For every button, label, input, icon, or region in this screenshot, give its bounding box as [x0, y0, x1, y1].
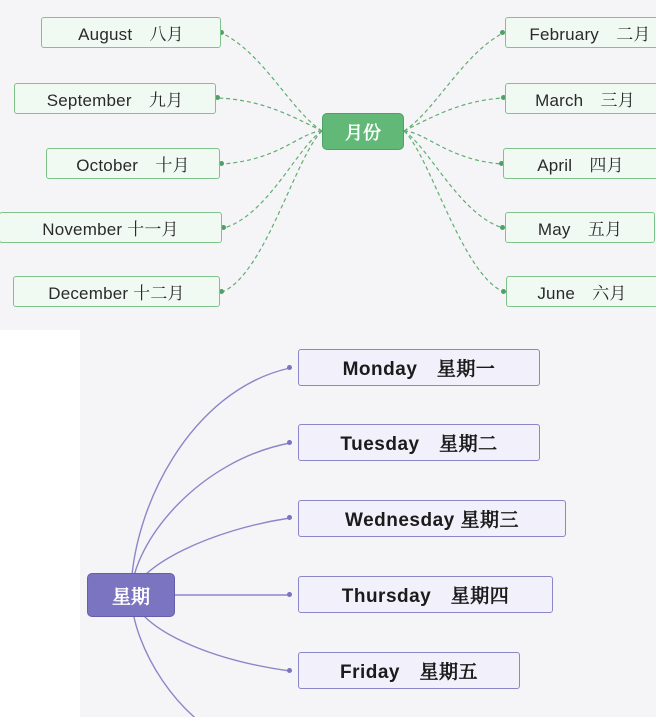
month-node-march[interactable]: March 三月 — [505, 83, 656, 114]
weekdays-center-node[interactable]: 星期 — [87, 573, 175, 617]
connector-endpoint-dot — [287, 365, 292, 370]
connector-endpoint-dot — [287, 592, 292, 597]
month-node-august[interactable]: August 八月 — [41, 17, 221, 48]
month-node-february[interactable]: February 二月 — [505, 17, 656, 48]
month-node-april[interactable]: April 四月 — [503, 148, 656, 179]
month-node-september[interactable]: September 九月 — [14, 83, 216, 114]
weekday-node-monday[interactable]: Monday 星期一 — [298, 349, 540, 386]
month-node-december[interactable]: December 十二月 — [13, 276, 220, 307]
weekdays-mindmap-panel — [0, 330, 656, 717]
month-node-june[interactable]: June 六月 — [506, 276, 656, 307]
month-node-october[interactable]: October 十月 — [46, 148, 220, 179]
month-node-november[interactable]: November 十一月 — [0, 212, 222, 243]
weekday-node-tuesday[interactable]: Tuesday 星期二 — [298, 424, 540, 461]
months-mindmap-panel — [0, 0, 656, 330]
connector-endpoint-dot — [287, 440, 292, 445]
connector-endpoint-dot — [287, 515, 292, 520]
weekday-node-thursday[interactable]: Thursday 星期四 — [298, 576, 553, 613]
weekday-node-friday[interactable]: Friday 星期五 — [298, 652, 520, 689]
weekday-node-wednesday[interactable]: Wednesday 星期三 — [298, 500, 566, 537]
connector-endpoint-dot — [287, 668, 292, 673]
months-center-node[interactable]: 月份 — [322, 113, 404, 150]
month-node-may[interactable]: May 五月 — [505, 212, 655, 243]
